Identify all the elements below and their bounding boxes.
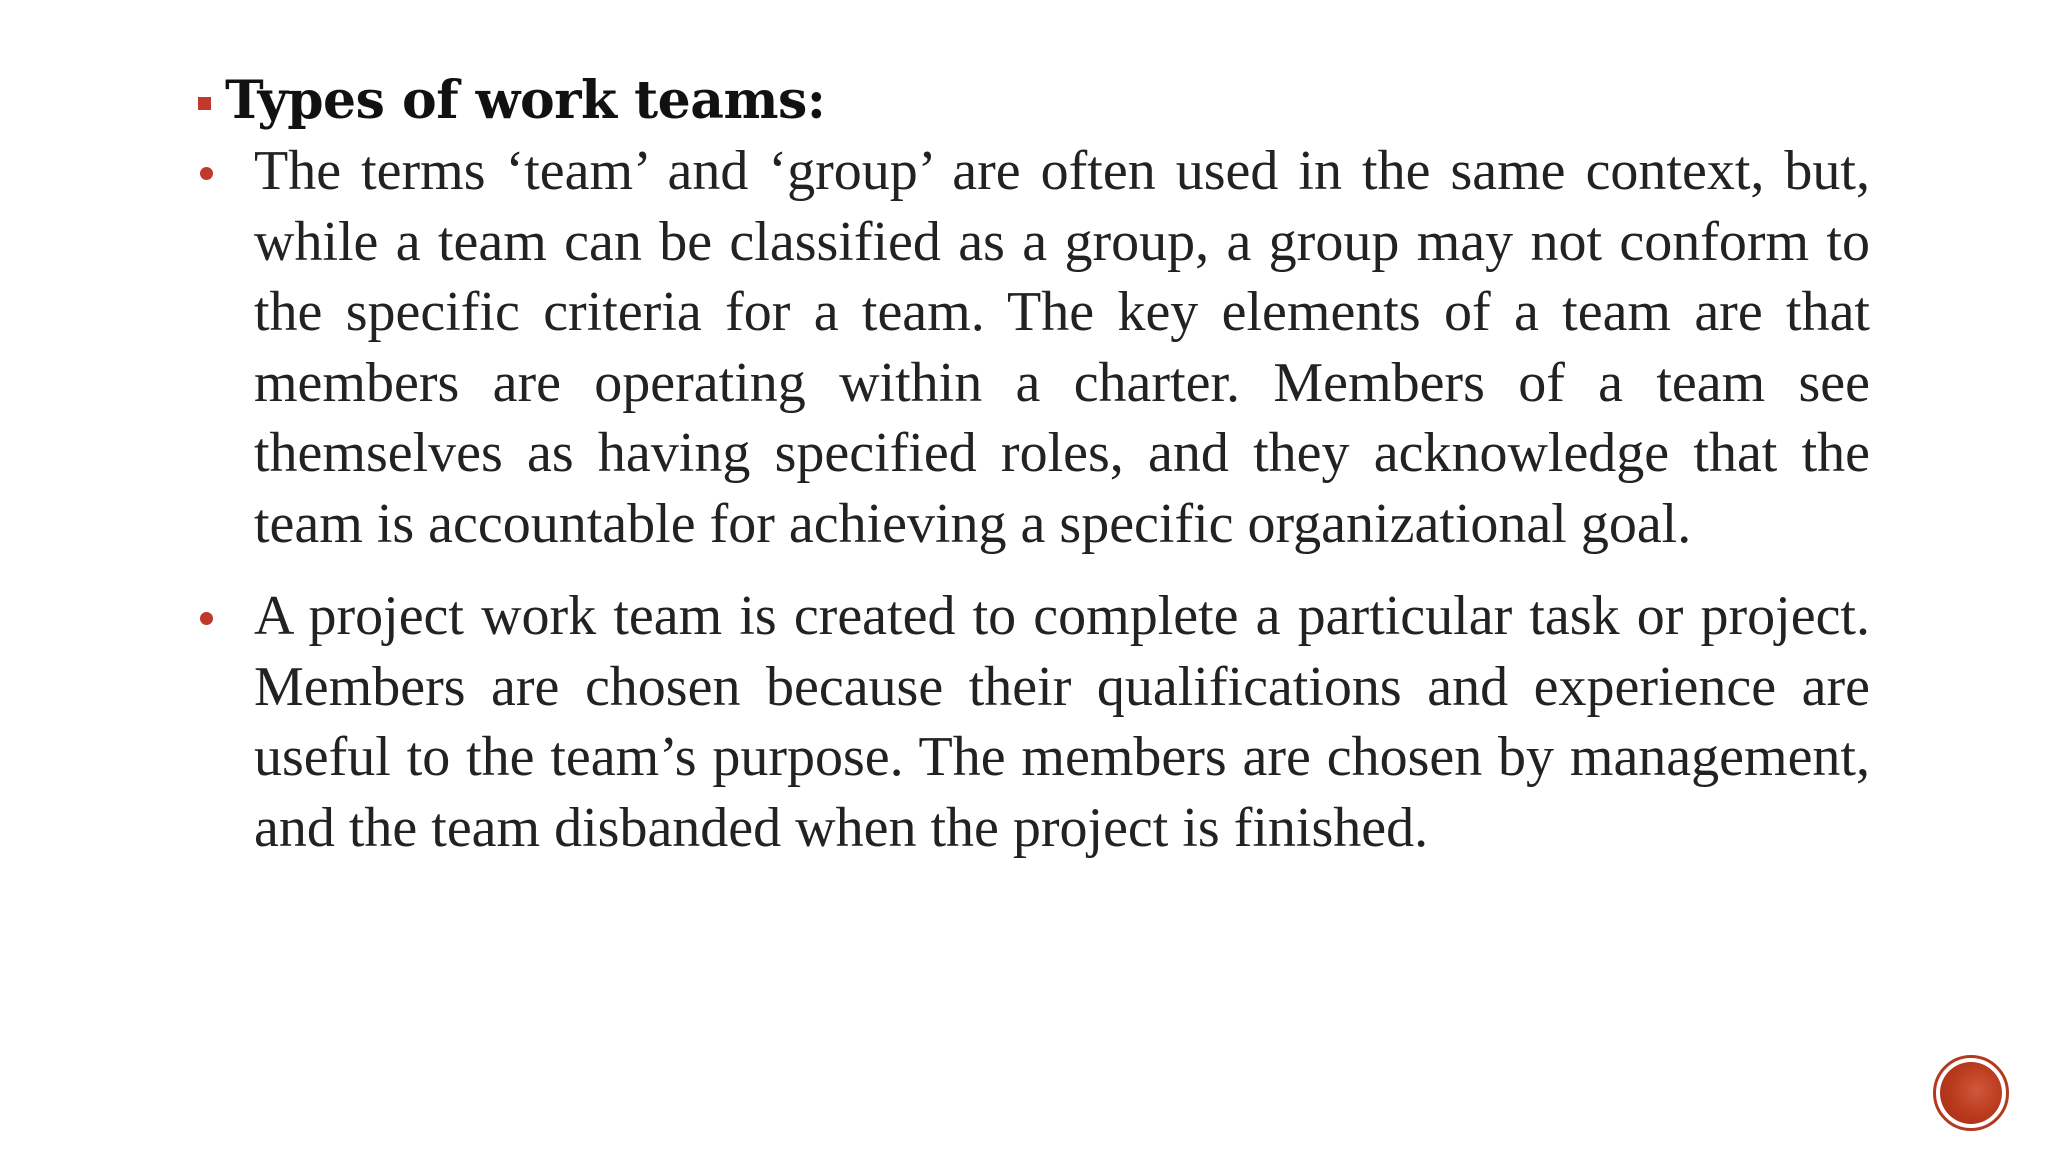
slide-heading: Types of work teams: [225,70,826,131]
red-circle-badge-icon [1933,1055,2009,1131]
bullet-text: A project work team is created to complete a particular task or project. Members are chosen because their qualifications and experience are useful to the team’s purpose. The members are chosen by management, and the team disbanded when the project is finished. [254,585,1870,859]
bullet-list [198,136,1870,885]
bullet-item [198,581,1870,863]
square-bullet-icon [198,97,211,110]
round-bullet-icon [200,612,213,625]
bullet-item [198,136,1870,559]
bullet-text: The terms ‘team’ and ‘group’ are often used in the same context, but, while a team can be classified as a group, a group may not conform to the specific criteria for a team. The key elements of a team are that members are operating within a charter. Members of a team see themselves as having specified roles, and they acknowledge that the team is accountable for achieving a specific organizational goal. [254,140,1870,555]
round-bullet-icon [200,167,213,180]
heading-row [198,70,825,131]
badge-fill [1940,1062,2002,1124]
